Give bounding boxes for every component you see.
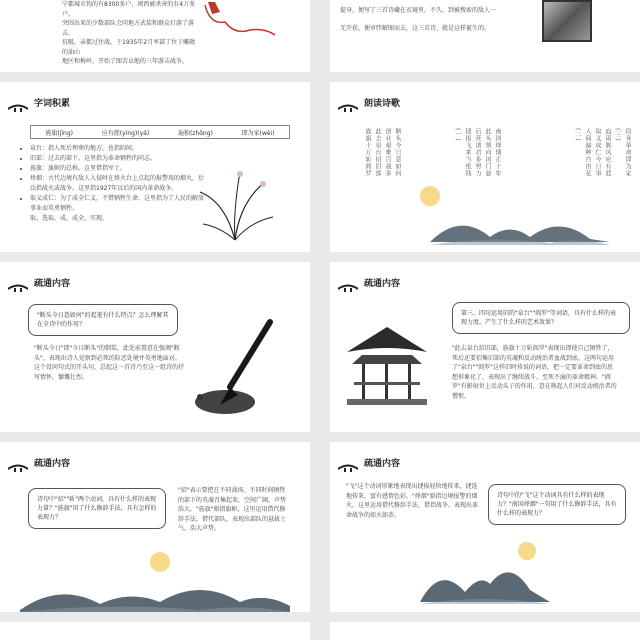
slide-header xyxy=(8,456,70,469)
slide-5[interactable] xyxy=(0,262,310,432)
slide-title: 疏通内容 xyxy=(364,279,401,289)
slide-header xyxy=(338,96,400,109)
answer-text: "招"表示要把在不同战场、不同时间牺牲的部下的英魂召集起来，空间广阔，声势浩大。"旌旗"原指旗帜，这里运用借代修辞手法，借代部队，表现出部队的悬拔士气，浩大声势。 xyxy=(178,487,287,532)
definition-item: • 旧部：过去的部下。这里指为革命牺牲的同志。 xyxy=(30,154,205,164)
slide-title: 疏通内容 xyxy=(34,459,71,469)
slide-title: 朗读诗歌 xyxy=(364,99,401,109)
pavilion-icon xyxy=(338,277,358,289)
slide-6[interactable] xyxy=(330,262,640,432)
slide-2-text xyxy=(340,0,530,33)
portrait-photo xyxy=(542,0,592,42)
pinyin-item: 即为家(wèi) xyxy=(241,129,275,137)
text-line: 突围出来的少数部队会同地方武装和群众打游了游击， xyxy=(62,20,195,37)
slide-4[interactable] xyxy=(330,82,640,252)
slide-header xyxy=(338,276,400,289)
question-bubble: 第三、四句运用旧的"泉台""阎罗"等词语，具有什么样的表现力度，产生了什么样的艺术效果？ xyxy=(452,302,630,334)
pavilion-icon xyxy=(8,277,28,289)
pavilion-icon xyxy=(8,457,28,469)
poem-col: 捷报飞来当纸钱 xyxy=(464,128,471,177)
pavilion-icon xyxy=(338,457,358,469)
pinyin-item: 应有涯(yíng)(yá) xyxy=(101,129,150,137)
poem-col: 人间遍种自由花 xyxy=(584,128,591,177)
poem-col: 血雨腥风应有涯 xyxy=(604,128,611,177)
slide-10[interactable] xyxy=(330,622,640,640)
slide-1[interactable] xyxy=(0,0,310,72)
text-line: 提身，便写了三首诗藏在衣镜里。不久，到被搜索的敌人一 xyxy=(340,7,497,14)
pinyin-item: 遍独(zhōng) xyxy=(177,129,213,137)
poem-col: (三) xyxy=(614,128,621,142)
slide-7[interactable] xyxy=(0,442,310,612)
mountains-icon xyxy=(430,207,610,247)
poem-col: 创业艰难百战多 xyxy=(384,128,391,177)
slide-2[interactable] xyxy=(330,0,640,72)
slide-8[interactable] xyxy=(330,442,640,612)
slide-9[interactable] xyxy=(0,622,310,640)
text-line: 坑吸，亲都过往战。于1935年2月率部了位于雕敞的油山 xyxy=(62,39,196,56)
definition-item: 取，选取。成，成全，实现。 xyxy=(30,215,109,222)
poem-col: 取义成仁今日事 xyxy=(594,128,601,177)
answer-text: "此去泉台招旧部，旌旗十万斩阎罗"表现出即使自己牺牲了，死后还要招集旧部的英魂和反动统治者血战到底。这两句运用了"泉台""阎罗"这样旧时传说的词语，把一定要革命到底的思想形象化了，表现出了继续战斗、至死不渝的革命精神。"阎罗"有影射世上反动头子的作用，意在唤起人们对反动统治者的憎恨。 xyxy=(452,345,617,400)
pavilion-drawing xyxy=(342,322,432,412)
answer-text: "断头今日"即"今日断头"的倒装，此处前置意在强调"断头"，表现出诗人觉察到必死的险恶处境并英勇地面对。这个设问句式的开头句，总起这一首诗乃至这一组诗的抒写情怀，慷慨壮烈。 xyxy=(34,345,185,381)
answer-text: "飞"这个动词形象地表现出捷报轻快地传来，捷连地传来，富有感情色彩。"烽烟"原指边境报警的烟火，这里运用借代修辞手法，借指战争，表现出革命战争的如火如荼。 xyxy=(346,483,479,519)
poem-col: 此头须向国门悬 xyxy=(484,128,491,177)
poem-col: (二) xyxy=(574,128,581,142)
slide-title: 疏通内容 xyxy=(34,279,71,289)
sun-decoration xyxy=(420,186,440,206)
orchid-icon xyxy=(195,162,275,242)
pinyin-box xyxy=(30,125,290,139)
poem-col: 旌旗十万斩阎罗 xyxy=(364,128,371,177)
definition-item: • 烽烟：古代边境有敌人入侵时在烽火台上点起的报警用的烟火，后泛指战火或战争。这里指1927年以后的国内革命战争。 xyxy=(30,174,205,194)
slide-title: 字词积累 xyxy=(34,99,71,109)
route-map-icon xyxy=(200,0,280,40)
poem-col: 南国烽烟正十年 xyxy=(494,128,501,177)
slide-header xyxy=(8,96,70,109)
poem-col: 断头今日意如何 xyxy=(394,128,401,177)
pavilion-icon xyxy=(338,97,358,109)
poem-col: 投身革命即为家 xyxy=(624,128,631,177)
ink-brush-icon xyxy=(190,317,280,417)
poem-col: 此去泉台招旧部 xyxy=(374,128,381,177)
question-bubble: "断头今日意如何"的起笔有什么特点？怎么理解其在全诗中的作用？ xyxy=(28,304,178,336)
definition-item: • 泉台：指人死后埋葬的地方，也指阴间。 xyxy=(30,144,205,154)
mountains-icon xyxy=(20,572,290,612)
definition-list xyxy=(20,144,205,224)
slide-header xyxy=(8,276,70,289)
mountains-icon xyxy=(420,554,550,604)
slide-title: 疏通内容 xyxy=(364,459,401,469)
pinyin-item: 旌旗(jīng) xyxy=(45,129,74,137)
slide-1-text xyxy=(62,0,197,67)
text-line: 地区和梅岭，开始了图苦卓绝的三年游击战争。 xyxy=(62,58,189,65)
sun-decoration xyxy=(150,552,170,572)
pavilion-icon xyxy=(8,632,28,640)
question-bubble: 诗句中"招""斩"两个动词，具有什么样的表现力量？"旌旗"用了什么修辞手法，具有怎样的表现力？ xyxy=(28,488,166,529)
pavilion-icon xyxy=(8,97,28,109)
question-bubble: 诗句中的"飞"这个动词具有什么样的表现力？"南国烽烟"一句用了什么修辞手法，具有什么样的表现力？ xyxy=(488,484,626,525)
poem-col: (一) xyxy=(454,128,461,142)
text-line: 无开获，便审绊解图而去，这三首诗，就是这样诞生的。 xyxy=(340,24,491,32)
slide-header xyxy=(338,456,400,469)
text-line: 宁都城市钩的有8300多户，闽西被杀害的有4万多户。 xyxy=(62,1,196,18)
definition-item: • 旌旗：旗帜的总称。这里借指军士。 xyxy=(30,164,205,174)
poem-col: 后死诸君多努力 xyxy=(474,128,481,177)
definition-item: • 取义成仁：为了成全仁义，不惜牺牲生命。这里指为了人民的解放事业而英勇牺牲。 xyxy=(30,194,205,214)
slide-3[interactable] xyxy=(0,82,310,252)
